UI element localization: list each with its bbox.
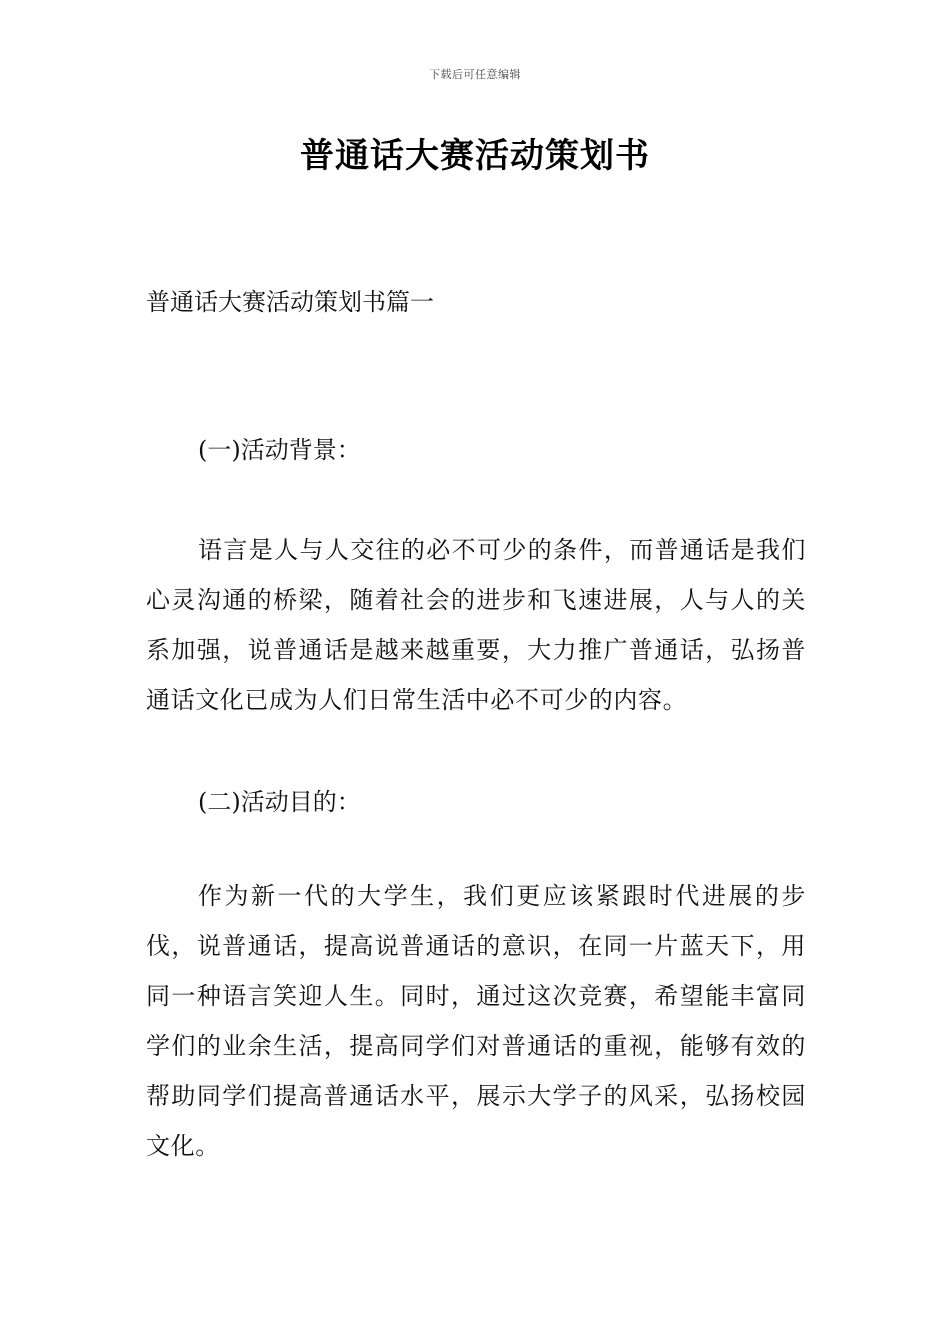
paragraph-background: 语言是人与人交往的必不可少的条件，而普通话是我们心灵沟通的桥梁，随着社会的进步和飞速进展，人与人的关系加强，说普通话是越来越重要，大力推广普通话，弘扬普通话文化已成为人们日常生活中必不可少的内容。 [146,536,806,714]
section-title: 普通话大赛活动策划书篇一 [146,288,434,316]
subheading-purpose: (二)活动目的： [198,788,361,816]
subheading-background: (一)活动背景： [198,436,361,464]
paragraph-purpose: 作为新一代的大学生，我们更应该紧跟时代进展的步伐，说普通话，提高说普通话的意识，在同一片蓝天下，用同一种语言笑迎人生。同时，通过这次竞赛，希望能丰富同学们的业余生活，提高同学们对普通话的重视，能够有效的帮助同学们提高普通话水平，展示大学子的风采，弘扬校园文化。 [146,882,806,1160]
document-title: 普通话大赛活动策划书 [300,136,650,176]
header-note: 下载后可任意编辑 [429,68,521,81]
